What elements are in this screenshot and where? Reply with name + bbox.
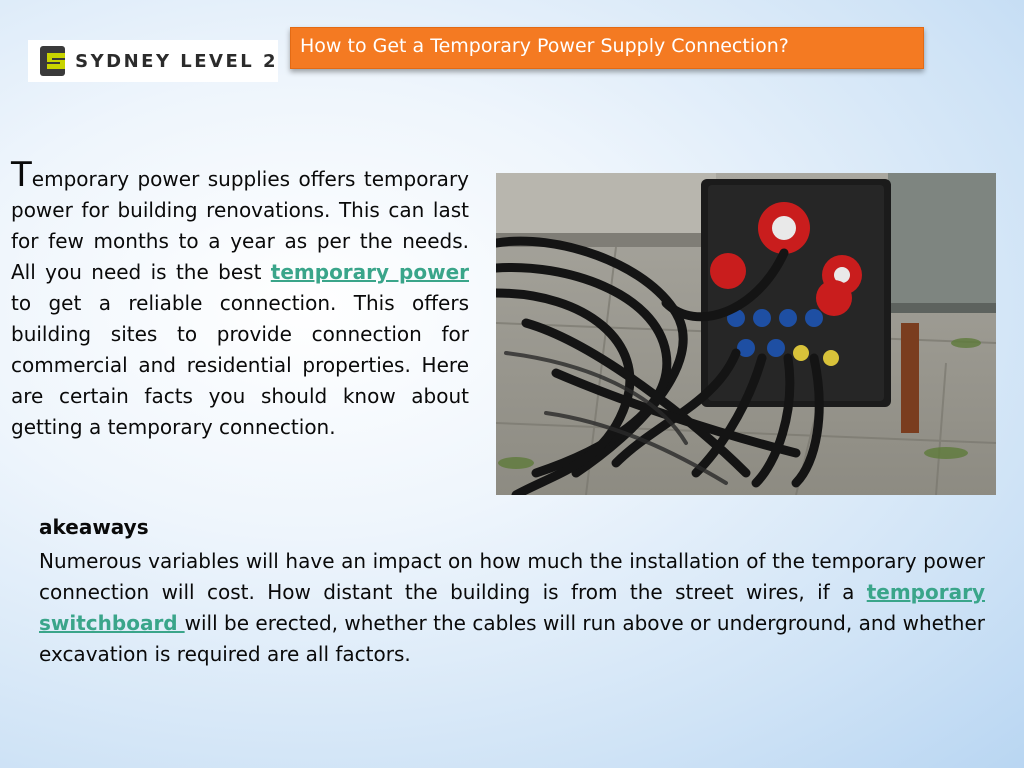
- temporary-power-box-photo: [496, 173, 996, 495]
- temporary-switchboard-link[interactable]: temporary switchboard: [39, 580, 985, 635]
- intro-dropcap: T: [11, 155, 32, 195]
- takeaways-text-1: Numerous variables will have an impact on how much the installation of the temporary power connection will cost. How distant the building is from the street wires, if a: [39, 549, 985, 604]
- intro-text-2: to get a reliable connection. This offers building sites to provide connection for commercial and residential properties. Here are certain facts you should know about getting a temporary connection.: [11, 291, 469, 439]
- temporary-power-link[interactable]: temporary power: [270, 260, 469, 284]
- intro-text-1: emporary power supplies offers temporary power for building renovations. This can last for few months to a year as per the needs. All you need is the best: [11, 167, 469, 284]
- page-title: How to Get a Temporary Power Supply Connection?: [300, 35, 789, 57]
- s-logo-icon: [40, 46, 65, 76]
- takeaways-paragraph: [39, 546, 985, 670]
- logo: [28, 40, 278, 82]
- takeaways-heading: akeaways: [39, 515, 149, 539]
- logo-text: SYDNEY LEVEL 2: [75, 50, 278, 72]
- takeaways-text-2: will be erected, whether the cables will run above or underground, and whether excavation is required are all factors.: [39, 611, 986, 666]
- title-banner: [290, 27, 924, 69]
- intro-paragraph: [11, 155, 469, 443]
